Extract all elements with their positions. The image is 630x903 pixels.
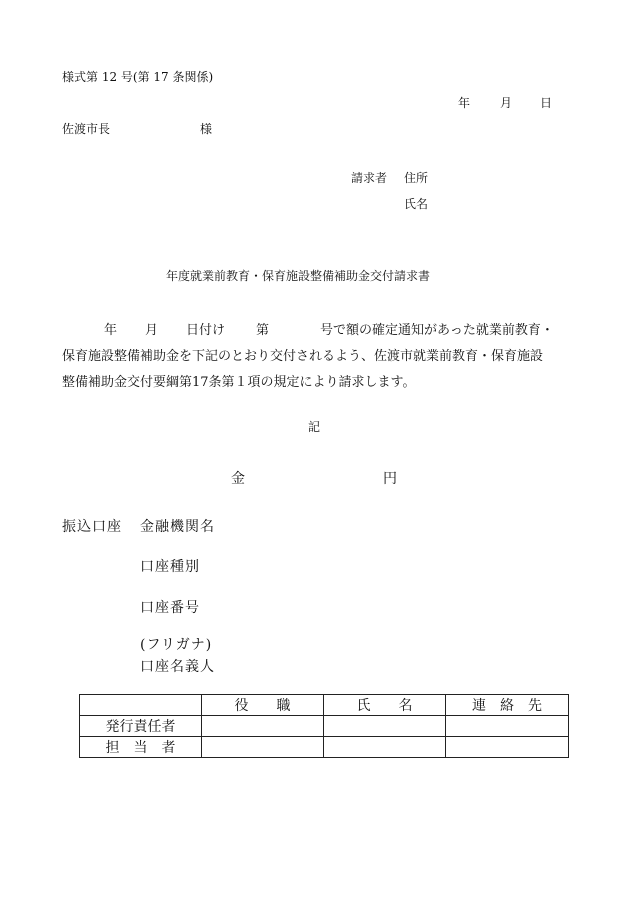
bank-heading: 振込口座	[62, 519, 122, 535]
table-cell	[446, 737, 569, 758]
table-row-label: 担 当 者	[80, 737, 202, 758]
bank-account-holder-label: 口座名義人	[140, 659, 215, 675]
document-title: 年度就業前教育・保育施設整備補助金交付請求書	[166, 269, 431, 283]
form-number-label: 様式第 12 号(第 17 条関係)	[62, 70, 214, 84]
table-header-cell	[80, 695, 202, 716]
table-header-cell: 氏 名	[324, 695, 446, 716]
claimant-name-label: 氏名	[404, 197, 429, 211]
date-year: 年	[458, 96, 471, 110]
date-day: 日	[540, 96, 553, 110]
addressee-honorific: 様	[200, 122, 213, 136]
claimant-address-label: 住所	[404, 171, 429, 185]
bank-institution-label: 金融機関名	[140, 519, 215, 535]
body-line3: 整備補助金交付要綱第17条第１項の規定により請求します。	[62, 375, 416, 390]
table-cell	[324, 716, 446, 737]
table-cell	[202, 737, 324, 758]
claimant-label: 請求者	[351, 171, 388, 185]
body-month: 月	[145, 323, 159, 338]
bank-account-number-label: 口座番号	[140, 600, 200, 616]
amount-yen: 円	[383, 471, 398, 487]
table-row	[80, 716, 569, 737]
addressee-name: 佐渡市長	[62, 122, 111, 136]
body-line1-rest: 号で額の確定通知があった就業前教育・	[320, 323, 554, 338]
ki-heading: 記	[308, 420, 321, 434]
table-row	[80, 737, 569, 758]
contact-table	[79, 694, 569, 758]
table-cell	[446, 716, 569, 737]
amount-kin: 金	[231, 471, 246, 487]
table-cell	[202, 716, 324, 737]
body-number-prefix: 第	[256, 323, 270, 338]
body-year: 年	[104, 323, 118, 338]
table-cell	[324, 737, 446, 758]
table-header-cell: 役 職	[202, 695, 324, 716]
table-header-cell: 連 絡 先	[446, 695, 569, 716]
bank-account-type-label: 口座種別	[140, 559, 200, 575]
table-header-row	[80, 695, 569, 716]
table-row-label: 発行責任者	[80, 716, 202, 737]
bank-furigana-label: (フリガナ)	[140, 637, 213, 653]
body-line2: 保育施設整備補助金を下記のとおり交付されるよう、佐渡市就業前教育・保育施設	[62, 349, 544, 364]
body-dated: 日付け	[186, 323, 226, 338]
date-month: 月	[500, 96, 513, 110]
